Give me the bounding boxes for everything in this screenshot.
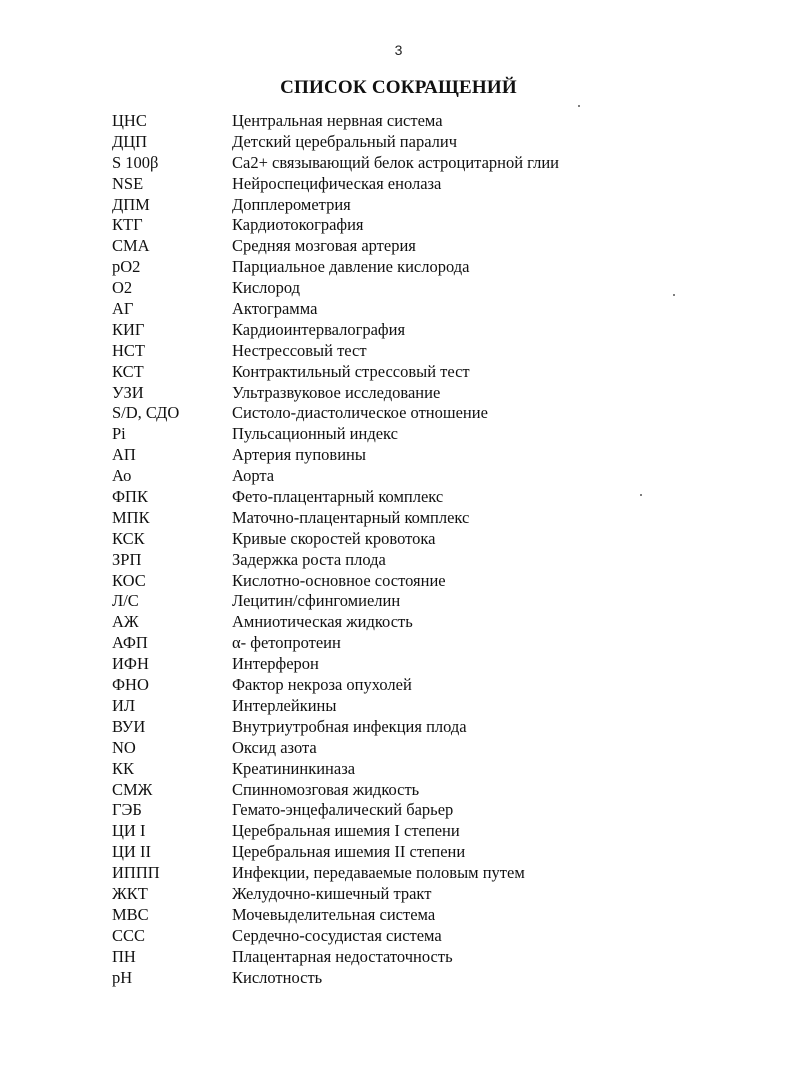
abbreviation-term: КОС <box>112 570 146 590</box>
abbreviation-definition: Кислотно-основное состояние <box>232 570 446 590</box>
abbreviation-term: АЖ <box>112 612 139 632</box>
abbreviation-definition: Са2+ связывающий белок астроцитарной глии <box>232 152 560 172</box>
abbreviation-term: КСК <box>112 528 145 548</box>
abbreviation-term: ЗРП <box>112 549 142 569</box>
abbreviation-term: КИГ <box>112 319 145 339</box>
abbreviation-term: НСТ <box>112 340 145 360</box>
abbreviation-term: ССС <box>112 925 146 945</box>
abbreviation-term: рН <box>112 967 133 987</box>
abbreviation-term: ГЭБ <box>112 800 142 820</box>
abbreviation-term: S 100β <box>112 152 159 172</box>
abbreviation-definition: Кислотность <box>232 967 323 987</box>
abbreviation-row <box>112 487 712 508</box>
abbreviation-row <box>112 341 712 362</box>
abbreviation-row <box>112 780 712 801</box>
abbreviation-row <box>112 696 712 717</box>
abbreviation-row <box>112 550 712 571</box>
abbreviation-definition: Аорта <box>232 466 275 486</box>
abbreviation-definition: Амниотическая жидкость <box>232 612 413 632</box>
abbreviation-row <box>112 800 712 821</box>
abbreviation-definition: Желудочно-кишечный тракт <box>232 883 432 903</box>
abbreviation-definition: Церебральная ишемия II степени <box>232 842 466 862</box>
scan-speck <box>640 494 642 496</box>
abbreviation-term: ФПК <box>112 487 148 507</box>
abbreviation-definition: Детский церебральный паралич <box>232 131 458 151</box>
abbreviation-term: ИЛ <box>112 695 136 715</box>
abbreviation-definition: Интерлейкины <box>232 695 337 715</box>
abbreviation-definition: Задержка роста плода <box>232 549 386 569</box>
abbreviation-row <box>112 529 712 550</box>
abbreviation-term: ИППП <box>112 863 160 883</box>
abbreviation-term: УЗИ <box>112 382 144 402</box>
abbreviation-row <box>112 759 712 780</box>
abbreviation-definition: Маточно-плацентарный комплекс <box>232 507 470 527</box>
abbreviation-definition: Средняя мозговая артерия <box>232 236 416 256</box>
abbreviation-definition: Пульсационный индекс <box>232 424 398 444</box>
abbreviation-row <box>112 842 712 863</box>
abbreviation-definition: Кривые скоростей кровотока <box>232 528 436 548</box>
abbreviation-row <box>112 466 712 487</box>
abbreviation-definition: Нейроспецифическая енолаза <box>232 173 442 193</box>
abbreviation-row <box>112 968 712 989</box>
abbreviation-term: О2 <box>112 278 133 298</box>
abbreviation-row <box>112 195 712 216</box>
abbreviation-term: S/D, СДО <box>112 403 180 423</box>
abbreviation-definition: Внутриутробная инфекция плода <box>232 716 467 736</box>
abbreviation-definition: Актограмма <box>232 299 318 319</box>
abbreviation-row <box>112 278 712 299</box>
abbreviation-definition: Кардиотокография <box>232 215 364 235</box>
abbreviation-list <box>112 111 712 988</box>
abbreviation-row <box>112 403 712 424</box>
abbreviation-term: ИФН <box>112 654 149 674</box>
abbreviation-row <box>112 591 712 612</box>
abbreviation-row <box>112 863 712 884</box>
abbreviation-row <box>112 738 712 759</box>
abbreviation-row <box>112 717 712 738</box>
abbreviation-term: АГ <box>112 299 134 319</box>
abbreviation-row <box>112 383 712 404</box>
abbreviation-definition: Систоло-диастолическое отношение <box>232 403 488 423</box>
abbreviation-row <box>112 257 712 278</box>
abbreviation-definition: Креатининкиназа <box>232 758 356 778</box>
abbreviation-row <box>112 821 712 842</box>
abbreviation-definition: Кислород <box>232 278 301 298</box>
abbreviation-definition: α- фетопротеин <box>232 633 341 653</box>
abbreviation-term: ДПМ <box>112 194 150 214</box>
abbreviation-row <box>112 884 712 905</box>
abbreviation-term: МВС <box>112 904 149 924</box>
page-title: СПИСОК СОКРАЩЕНИЙ <box>280 77 517 98</box>
abbreviation-row <box>112 111 712 132</box>
abbreviation-definition: Допплерометрия <box>232 194 351 214</box>
abbreviation-row <box>112 362 712 383</box>
abbreviation-definition: Фето-плацентарный комплекс <box>232 487 444 507</box>
abbreviation-term: ФНО <box>112 675 149 695</box>
abbreviation-definition: Гемато-энцефалический барьер <box>232 800 454 820</box>
scan-speck <box>673 294 675 296</box>
abbreviation-term: КСТ <box>112 361 144 381</box>
abbreviation-term: рО2 <box>112 257 141 277</box>
abbreviation-term: АФП <box>112 633 148 653</box>
abbreviation-row <box>112 654 712 675</box>
abbreviation-definition: Сердечно-сосудистая система <box>232 925 442 945</box>
abbreviation-row <box>112 905 712 926</box>
abbreviation-term: ПН <box>112 946 136 966</box>
abbreviation-term: Л/С <box>112 591 139 611</box>
abbreviation-definition: Оксид азота <box>232 737 317 757</box>
abbreviation-term: СМА <box>112 236 150 256</box>
abbreviation-definition: Ультразвуковое исследование <box>232 382 441 402</box>
abbreviation-row <box>112 215 712 236</box>
abbreviation-row <box>112 299 712 320</box>
abbreviation-term: Ао <box>112 466 132 486</box>
abbreviation-definition: Мочевыделительная система <box>232 904 436 924</box>
abbreviation-row <box>112 424 712 445</box>
abbreviation-term: ЦИ I <box>112 821 146 841</box>
abbreviation-definition: Интерферон <box>232 654 319 674</box>
abbreviation-row <box>112 320 712 341</box>
abbreviation-row <box>112 612 712 633</box>
abbreviation-definition: Фактор некроза опухолей <box>232 675 412 695</box>
abbreviation-definition: Нестрессовый тест <box>232 340 367 360</box>
abbreviation-term: ДЦП <box>112 131 148 151</box>
abbreviation-definition: Кардиоинтервалография <box>232 319 406 339</box>
abbreviation-term: Pi <box>112 424 126 444</box>
page-number: 3 <box>394 42 403 58</box>
abbreviation-term: ЦИ II <box>112 842 151 862</box>
abbreviation-definition: Плацентарная недостаточность <box>232 946 453 966</box>
abbreviation-term: NO <box>112 737 136 757</box>
abbreviation-row <box>112 445 712 466</box>
abbreviation-row <box>112 153 712 174</box>
abbreviation-row <box>112 132 712 153</box>
abbreviation-row <box>112 633 712 654</box>
abbreviation-definition: Спинномозговая жидкость <box>232 779 420 799</box>
abbreviation-row <box>112 236 712 257</box>
abbreviation-row <box>112 174 712 195</box>
abbreviation-row <box>112 571 712 592</box>
abbreviation-term: СМЖ <box>112 779 153 799</box>
abbreviation-definition: Инфекции, передаваемые половым путем <box>232 863 525 883</box>
abbreviation-definition: Лецитин/сфингомиелин <box>232 591 401 611</box>
abbreviation-row <box>112 675 712 696</box>
abbreviation-definition: Артерия пуповины <box>232 445 366 465</box>
abbreviation-term: ЦНС <box>112 111 147 130</box>
abbreviation-row <box>112 926 712 947</box>
abbreviation-term: КК <box>112 758 135 778</box>
abbreviation-definition: Церебральная ишемия I степени <box>232 821 460 841</box>
abbreviation-term: КТГ <box>112 215 143 235</box>
abbreviation-term: ВУИ <box>112 716 146 736</box>
abbreviation-definition: Центральная нервная система <box>232 111 443 130</box>
scan-speck <box>578 105 580 107</box>
abbreviation-row <box>112 508 712 529</box>
abbreviation-definition: Парциальное давление кислорода <box>232 257 470 277</box>
abbreviation-term: АП <box>112 445 136 465</box>
abbreviation-term: ЖКТ <box>112 883 148 903</box>
abbreviation-term: NSE <box>112 173 144 193</box>
abbreviation-definition: Контрактильный стрессовый тест <box>232 361 470 381</box>
abbreviation-term: МПК <box>112 507 150 527</box>
abbreviation-row <box>112 947 712 968</box>
